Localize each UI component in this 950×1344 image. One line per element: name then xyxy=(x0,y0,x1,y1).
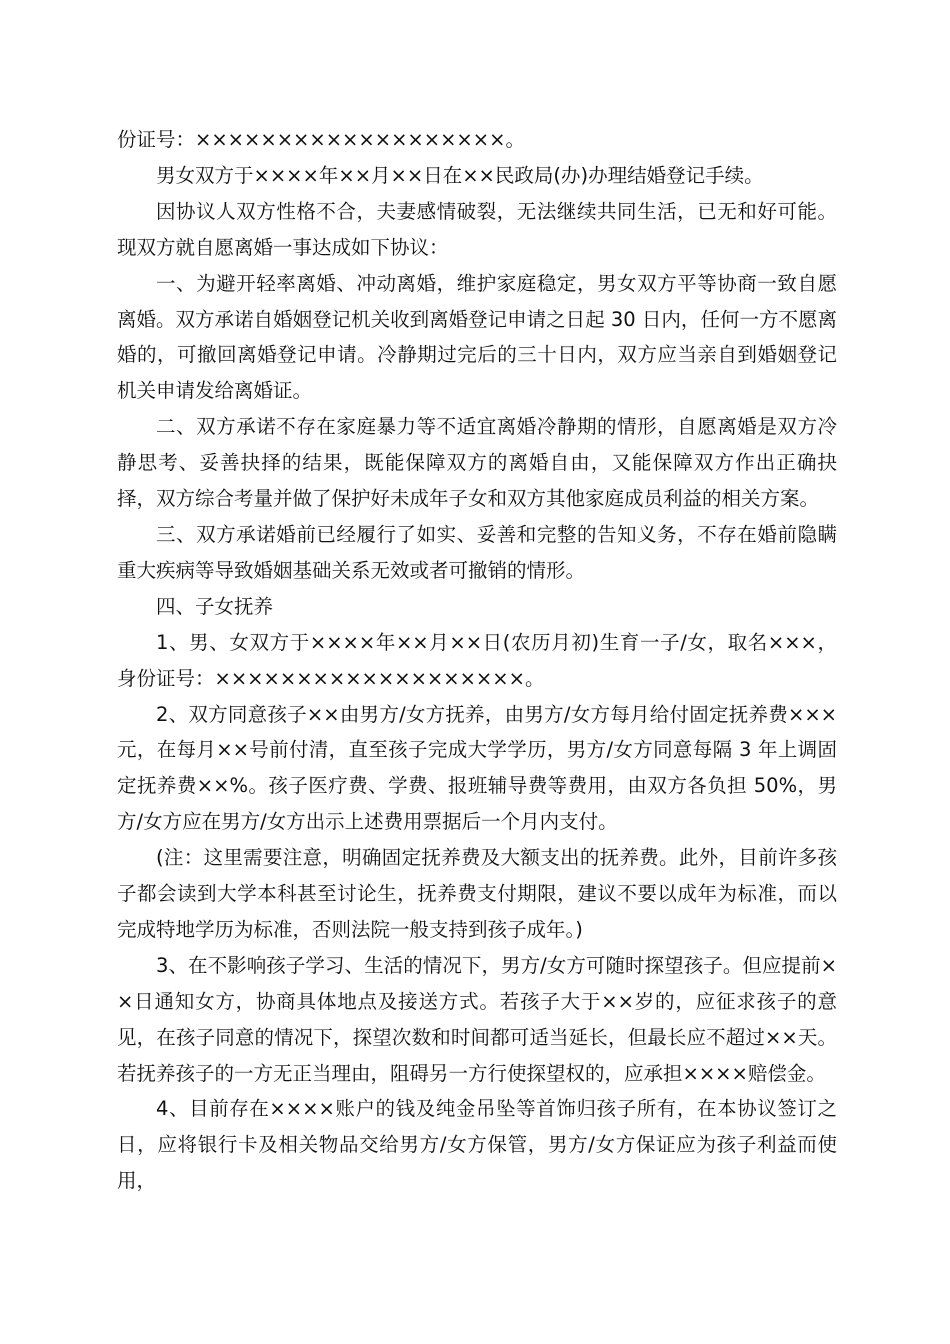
paragraph-clause-2: 二、双方承诺不存在家庭暴力等不适宜离婚冷静期的情形，自愿离婚是双方冷静思考、妥善抉择的结果，既能保障双方的离婚自由，又能保障双方作出正确抉择，双方综合考量并做了保护好未成年子女和双方其他家庭成员利益的相关方案。 xyxy=(117,415,837,511)
section-heading-child-custody: 四、子女抚养 xyxy=(156,594,274,618)
paragraph-child-item-4: 4、目前存在××××账户的钱及纯金吊坠等首饰归孩子所有，在本协议签订之日，应将银行卡及相关物品交给男方/女方保管，男方/女方保证应为孩子利益而使用， xyxy=(117,1097,837,1193)
paragraph-id-number-continued: 份证号：×××××××××××××××××××。 xyxy=(117,128,525,151)
paragraph-clause-1: 一、为避开轻率离婚、冲动离婚，维护家庭稳定，男女双方平等协商一致自愿离婚。双方承诺自婚姻登记机关收到离婚登记申请之日起 30 日内，任何一方不愿离婚的，可撤回离婚登记申请。冷静期过完后的三十日内，双方应当亲自到婚姻登记机关申请发给离婚证。 xyxy=(117,271,837,403)
paragraph-marriage-registration: 男女双方于××××年××月××日在××民政局(办)办理结婚登记手续。 xyxy=(156,163,764,187)
paragraph-divorce-reason: 因协议人双方性格不合，夫妻感情破裂，无法继续共同生活，已无和好可能。现双方就自愿离婚一事达成如下协议： xyxy=(117,199,837,259)
paragraph-child-item-1: 1、男、女双方于××××年××月××日(农历月初)生育一子/女，取名×××，身份证号：×××××××××××××××××××。 xyxy=(117,630,837,690)
paragraph-clause-3: 三、双方承诺婚前已经履行了如实、妥善和完整的告知义务，不存在婚前隐瞒重大疾病等导致婚姻基础关系无效或者可撤销的情形。 xyxy=(117,522,837,582)
paragraph-note: (注：这里需要注意，明确固定抚养费及大额支出的抚养费。此外，目前许多孩子都会读到大学本科甚至讨论生，抚养费支付期限，建议不要以成年为标准，而以完成特地学历为标准，否则法院一般支持到孩子成年。) xyxy=(117,846,837,941)
document-body xyxy=(117,122,837,1199)
paragraph-child-item-3: 3、在不影响孩子学习、生活的情况下，男方/女方可随时探望孩子。但应提前××日通知女方，协商具体地点及接送方式。若孩子大于××岁的，应征求孩子的意见，在孩子同意的情况下，探望次数和时间都可适当延长，但最长应不超过××天。若抚养孩子的一方无正当理由，阻碍另一方行使探望权的，应承担××××赔偿金。 xyxy=(117,953,837,1085)
paragraph-child-item-2: 2、双方同意孩子××由男方/女方抚养，由男方/女方每月给付固定抚养费×××元，在每月××号前付清，直至孩子完成大学学历，男方/女方同意每隔 3 年上调固定抚养费××%。孩子医疗费、学费、报班辅导费等费用，由双方各负担 50%，男方/女方应在男方/女方出示上述费用票据后一个月内支付。 xyxy=(117,702,837,834)
